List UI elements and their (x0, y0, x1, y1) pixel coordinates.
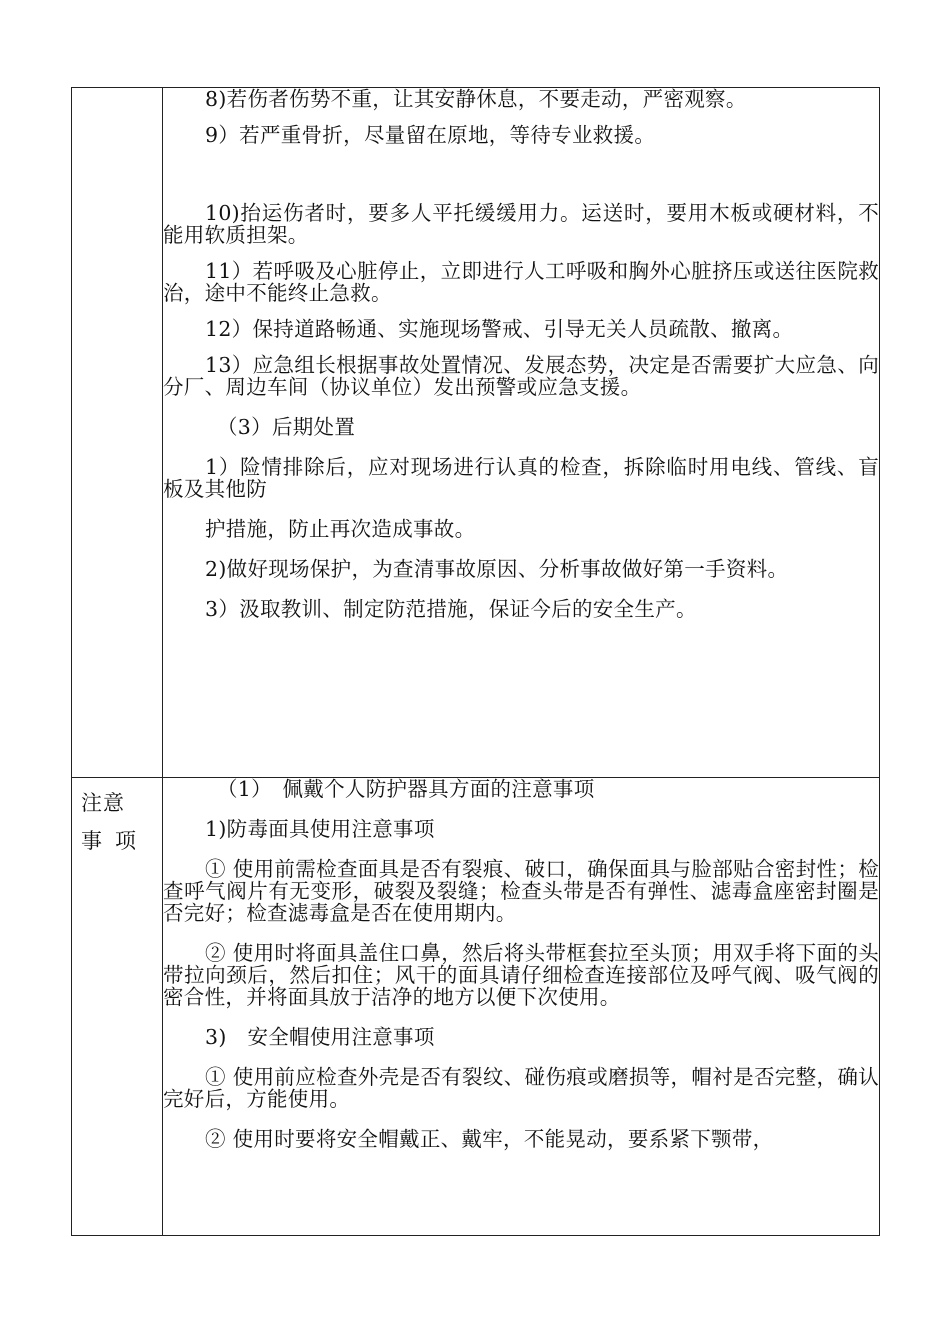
step-12: 12）保持道路畅通、实施现场警戒、引导无关人员疏散、撤离。 (205, 317, 794, 341)
row-label-cell-precautions (72, 778, 163, 1236)
aftermath-step-3: 3）汲取教训、制定防范措施，保证今后的安全生产。 (205, 597, 697, 621)
step-11: 11）若呼吸及心脏停止，立即进行人工呼吸和胸外心脏挤压或送往医院救治，途中不能终止急救。 (163, 259, 879, 305)
helmet-item-2: ② 使用时要将安全帽戴正、戴牢，不能晃动，要系紧下颚带， (205, 1127, 774, 1151)
helmet-item-1: ① 使用前应检查外壳是否有裂纹、碰伤痕或磨损等，帽衬是否完整，确认完好后，方能使用。 (163, 1065, 879, 1111)
gas-mask-item-2: ② 使用时将面具盖住口鼻，然后将头带框套拉至头顶；用双手将下面的头带拉向颈后，然后扣住；风干的面具请仔细检查连接部位及呼气阀、吸气阀的密合性，并将面具放于洁净的地方以便下次使用。 (163, 941, 879, 1009)
step-13: 13）应急组长根据事故处置情况、发展态势，决定是否需要扩大应急、向分厂、周边车间（协议单位）发出预警或应急支援。 (163, 353, 879, 399)
table-row-emergency-steps (72, 88, 880, 778)
gas-mask-item-1: ① 使用前需检查面具是否有裂痕、破口，确保面具与脸部贴合密封性；检查呼气阀片有无变形，破裂及裂缝；检查头带是否有弹性、滤毒盒座密封圈是否完好；检查滤毒盒是否在使用期内。 (163, 857, 879, 925)
step-9: 9）若严重骨折，尽量留在原地，等待专业救援。 (205, 123, 656, 147)
label-line-2: 事项 (81, 829, 149, 853)
table-row-precautions (72, 778, 880, 1236)
aftermath-step-1-cont: 护措施，防止再次造成事故。 (205, 517, 476, 541)
section-ppe-heading: （1） 佩戴个人防护器具方面的注意事项 (217, 777, 595, 801)
procedure-table (71, 87, 880, 1236)
step-8: 8)若伤者伤势不重，让其安静休息，不要走动，严密观察。 (205, 87, 747, 111)
section-aftermath-heading: （3）后期处置 (217, 415, 356, 439)
helmet-heading: 3) 安全帽使用注意事项 (205, 1025, 435, 1049)
content-cell-precautions (163, 778, 880, 1236)
aftermath-step-2: 2)做好现场保护，为查清事故原因、分析事故做好第一手资料。 (205, 557, 789, 581)
step-10: 10)抬运伤者时，要多人平托缓缓用力。运送时，要用木板或硬材料，不能用软质担架。 (163, 201, 879, 247)
label-line-1: 注意 (81, 791, 125, 815)
row-label-precautions (72, 778, 162, 860)
content-cell-emergency-steps (163, 88, 880, 778)
row-label-cell-empty (72, 88, 163, 778)
aftermath-step-1: 1）险情排除后，应对现场进行认真的检查，拆除临时用电线、管线、盲板及其他防 (163, 455, 879, 501)
gas-mask-heading: 1)防毒面具使用注意事项 (205, 817, 435, 841)
